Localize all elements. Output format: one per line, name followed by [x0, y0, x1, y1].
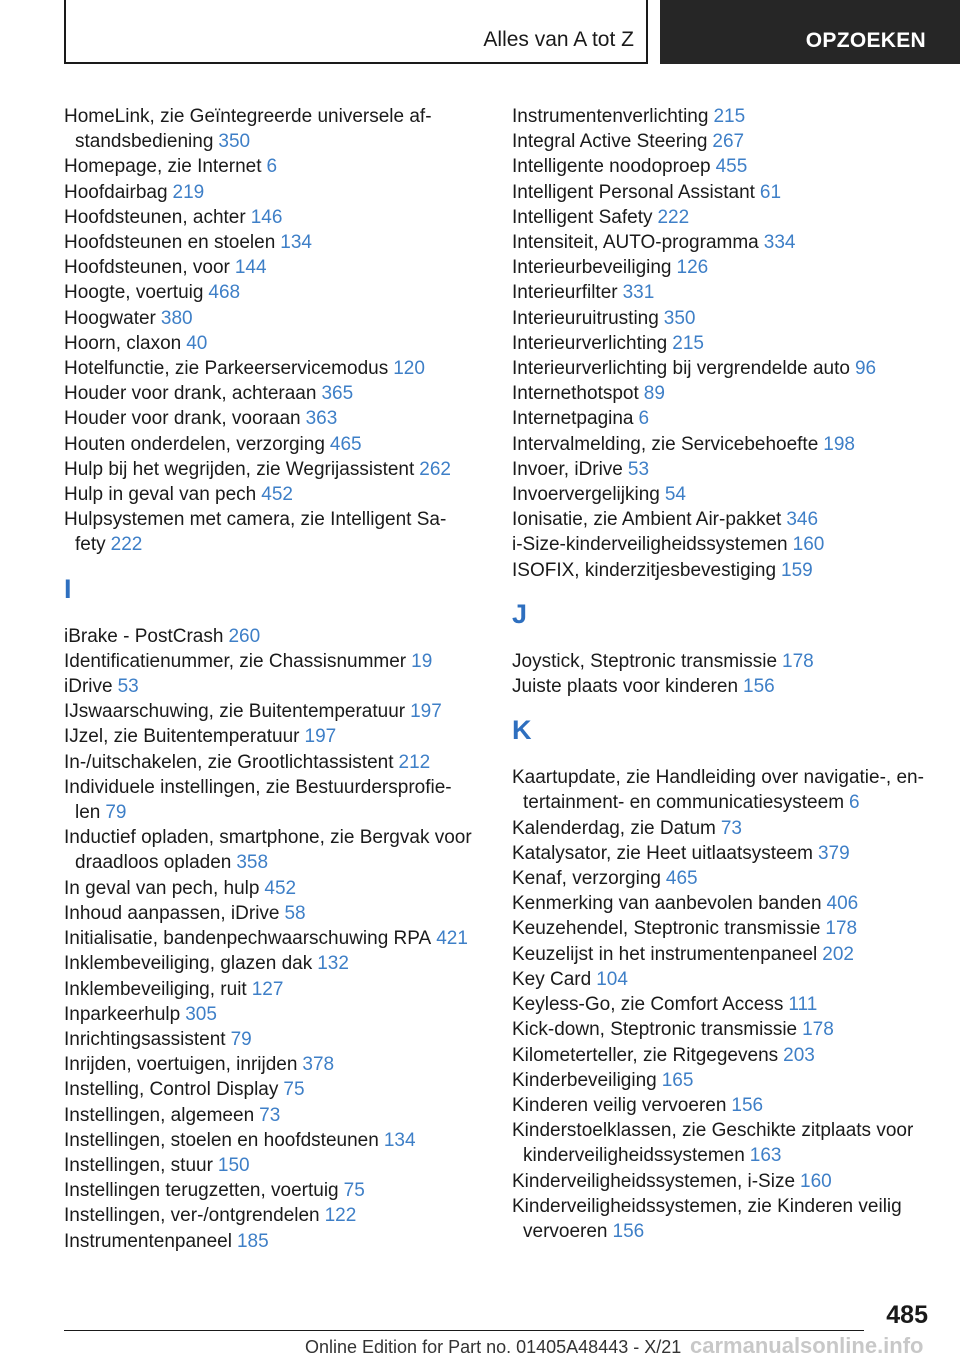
page-reference-link[interactable]: 79 — [230, 1028, 252, 1050]
entry-term: Integral Active Steering — [512, 131, 708, 153]
index-entry — [64, 649, 484, 674]
page-reference-link[interactable]: 156 — [731, 1094, 764, 1116]
entry-term: Kinderveiligheidssystemen, zie Kinderen veilig vervoeren — [512, 1195, 902, 1242]
entry-term: Hulpsystemen met camera, zie Intelligent Safety — [64, 509, 447, 556]
index-entry — [512, 649, 932, 674]
page-reference-link[interactable]: 6 — [849, 792, 860, 814]
page-reference-link[interactable]: 40 — [186, 332, 208, 354]
page-reference-link[interactable]: 203 — [783, 1044, 815, 1066]
index-entry — [512, 1017, 932, 1042]
entry-term: Joystick, Steptronic transmissie — [512, 650, 778, 672]
entry-term: Kenaf, verzorging — [512, 868, 661, 890]
page-reference-link[interactable]: 6 — [638, 408, 650, 430]
index-entry — [512, 507, 932, 532]
entry-term: HomeLink, zie Geïntegreerde universele afstandsbediening — [64, 106, 432, 153]
page-reference-link[interactable]: 198 — [823, 433, 855, 455]
page-reference-link[interactable]: 222 — [110, 534, 143, 556]
page-reference-link[interactable]: 215 — [713, 106, 746, 127]
page-reference-link[interactable]: 146 — [250, 206, 283, 228]
index-entry — [64, 205, 484, 230]
edition-text: Online Edition for Part no. 01405A48443 - X/21 — [305, 1337, 682, 1357]
page-reference-link[interactable]: 260 — [228, 625, 261, 647]
entry-term: Kenmerking van aanbevolen banden — [512, 893, 822, 915]
index-entry — [64, 230, 484, 255]
page-reference-link[interactable]: 73 — [259, 1104, 281, 1126]
entry-term: iBrake - PostCrash — [64, 625, 224, 647]
entry-term: Intelligent Personal Assistant — [512, 181, 755, 203]
entry-term: IJswaarschuwing, zie Buitentemperatuur — [64, 701, 406, 723]
page-reference-link[interactable]: 219 — [172, 181, 205, 203]
opzoeken-tab[interactable] — [660, 0, 960, 64]
entry-term: Kalenderdag, zie Datum — [512, 817, 716, 839]
entry-term: Key Card — [512, 968, 592, 990]
section-letter: J — [512, 598, 528, 629]
page-reference-link[interactable]: 212 — [398, 751, 431, 773]
index-entry — [512, 765, 932, 815]
index-entry — [64, 1178, 484, 1203]
entry-term: Houten onderdelen, verzorging — [64, 433, 325, 455]
index-entry — [512, 1118, 932, 1168]
index-entry — [64, 1052, 484, 1077]
index-entry — [512, 816, 932, 841]
entry-term: i-Size-kinderveiligheidssystemen — [512, 534, 788, 556]
page-reference-link[interactable]: 75 — [283, 1079, 305, 1101]
index-entry — [64, 1002, 484, 1027]
entry-term: Instellingen, stoelen en hoofdsteunen — [64, 1129, 379, 1151]
page-reference-link[interactable]: 365 — [321, 383, 354, 405]
index-entry — [64, 432, 484, 457]
index-entry — [64, 1027, 484, 1052]
entry-term: Instelling, Control Display — [64, 1079, 279, 1101]
index-entry — [512, 1194, 932, 1244]
index-entry — [512, 205, 932, 230]
index-entry — [512, 1169, 932, 1194]
entry-term: Hoogte, voertuig — [64, 282, 204, 304]
index-entry — [512, 280, 932, 305]
page-reference-link[interactable]: 79 — [105, 802, 127, 824]
index-entry — [64, 255, 484, 280]
header-frame — [64, 0, 648, 64]
page-reference-link[interactable]: 178 — [802, 1019, 834, 1041]
entry-term: Ionisatie, zie Ambient Air-pakket — [512, 509, 782, 531]
entry-term: In geval van pech, hulp — [64, 877, 260, 899]
entry-term: ISOFIX, kinderzitjesbevestiging — [512, 559, 777, 581]
page-reference-link[interactable]: 134 — [383, 1129, 416, 1151]
index-entry — [64, 876, 484, 901]
page-reference-link[interactable]: 202 — [822, 943, 854, 965]
page-reference-link[interactable]: 421 — [436, 928, 468, 950]
page-reference-link[interactable]: 53 — [627, 458, 650, 480]
page-reference-link[interactable]: 452 — [264, 877, 297, 899]
page-reference-link[interactable]: 156 — [743, 676, 775, 698]
index-entry — [64, 1203, 484, 1228]
entry-term: Intelligent Safety — [512, 206, 653, 228]
entry-term: Homepage, zie Internet — [64, 156, 262, 178]
entry-term: Inklembeveiliging, glazen dak — [64, 953, 313, 975]
entry-term: Kinderen veilig vervoeren — [512, 1094, 727, 1116]
index-entry — [64, 507, 484, 557]
index-entry — [64, 951, 484, 976]
page-reference-link[interactable]: 150 — [217, 1154, 250, 1176]
watermark-text: carmanualsonline.info — [690, 1333, 924, 1358]
entry-term: Inklembeveiliging, ruit — [64, 978, 247, 1000]
entry-term: Kinderbeveiliging — [512, 1069, 657, 1091]
page-reference-link[interactable]: 134 — [280, 232, 312, 254]
index-entry — [512, 866, 932, 891]
entry-term: Hoofdairbag — [64, 181, 168, 203]
entry-term: Invoer, iDrive — [512, 458, 623, 480]
index-entry — [64, 624, 484, 649]
page-reference-link[interactable]: 334 — [763, 232, 796, 254]
page-reference-link[interactable]: 54 — [664, 484, 686, 506]
entry-term: Inparkeerhulp — [64, 1003, 181, 1025]
index-entry — [512, 104, 932, 129]
page-reference-link[interactable]: 363 — [305, 408, 338, 430]
page-reference-link[interactable]: 465 — [329, 433, 362, 455]
index-entry — [512, 356, 932, 381]
entry-term: Interieurbeveiliging — [512, 257, 672, 279]
index-entry — [512, 331, 932, 356]
index-entry — [512, 230, 932, 255]
page-reference-link[interactable]: 468 — [208, 282, 241, 304]
index-entry — [512, 255, 932, 280]
page-reference-link[interactable]: 58 — [284, 902, 306, 924]
entry-term: Keyless-Go, zie Comfort Access — [512, 994, 784, 1016]
index-entry — [512, 482, 932, 507]
entry-term: Internethotspot — [512, 383, 639, 405]
page-reference-link[interactable]: 132 — [317, 953, 349, 975]
entry-term: Instellingen, algemeen — [64, 1104, 255, 1126]
entry-term: Hoofdsteunen, achter — [64, 206, 246, 228]
index-entry — [64, 1103, 484, 1128]
entry-term: Houder voor drank, vooraan — [64, 408, 301, 430]
index-entry — [512, 1068, 932, 1093]
entry-term: In-/uitschakelen, zie Grootlichtassistent — [64, 751, 394, 773]
index-entry — [512, 841, 932, 866]
entry-term: Katalysator, zie Heet uitlaatsysteem — [512, 842, 813, 864]
index-entry — [64, 926, 484, 951]
index-entry — [512, 891, 932, 916]
entry-term: Individuele instellingen, zie Bestuurdersprofielen — [64, 776, 452, 824]
page-reference-link[interactable]: 144 — [234, 257, 267, 279]
index-entry — [64, 1077, 484, 1102]
index-entry — [512, 1093, 932, 1118]
page-reference-link[interactable]: 178 — [782, 650, 814, 672]
entry-term: Identificatienummer, zie Chassisnummer — [64, 650, 407, 672]
index-entry — [512, 532, 932, 557]
page-reference-link[interactable]: 75 — [343, 1180, 365, 1202]
index-entry — [512, 306, 932, 331]
entry-term: Hulp bij het wegrijden, zie Wegrijassistent — [64, 458, 415, 480]
index-entry — [64, 381, 484, 406]
watermark-logo — [690, 1333, 924, 1359]
entry-term: Inductief opladen, smartphone, zie Bergvak voor draadloos opladen — [64, 827, 472, 874]
page-reference-link[interactable]: 178 — [825, 918, 858, 940]
index-entry — [64, 356, 484, 381]
index-entry — [64, 977, 484, 1002]
page-reference-link[interactable]: 73 — [720, 817, 742, 839]
index-entry — [512, 992, 932, 1017]
section-letter: K — [512, 715, 532, 746]
index-entry — [64, 825, 484, 875]
index-column-left — [64, 104, 484, 1254]
entry-term: Interieuruitrusting — [512, 307, 659, 329]
entry-term: Intelligente noodoproep — [512, 156, 711, 178]
index-entry — [64, 104, 484, 154]
page-reference-link[interactable]: 185 — [236, 1230, 269, 1252]
index-entry — [64, 457, 484, 482]
entry-term: Interieurfilter — [512, 282, 618, 304]
entry-term: Hulp in geval van pech — [64, 484, 257, 506]
index-entry — [64, 750, 484, 775]
page-reference-link[interactable]: 53 — [117, 676, 139, 698]
entry-term: Instellingen, stuur — [64, 1154, 213, 1176]
index-entry — [64, 406, 484, 431]
page-reference-link[interactable]: 6 — [266, 156, 278, 178]
page-reference-link[interactable]: 379 — [817, 842, 850, 864]
index-entry — [512, 129, 932, 154]
page-reference-link[interactable]: 455 — [715, 156, 748, 178]
entry-term: IJzel, zie Buitentemperatuur — [64, 726, 300, 748]
index-entry — [512, 1043, 932, 1068]
page-reference-link[interactable]: 104 — [596, 968, 628, 990]
index-entry — [512, 154, 932, 179]
page-reference-link[interactable]: 89 — [643, 383, 665, 405]
index-entry — [64, 306, 484, 331]
index-entry — [512, 457, 932, 482]
index-entry — [64, 1229, 484, 1254]
entry-term: Invoervergelijking — [512, 484, 660, 506]
entry-term: Initialisatie, bandenpechwaarschuwing RPA — [64, 928, 432, 950]
index-entry — [64, 482, 484, 507]
entry-term: Kaartupdate, zie Handleiding over navigatie-, entertainment- en communicatiesysteem — [512, 767, 924, 814]
index-entry — [512, 432, 932, 457]
section-letter: I — [64, 573, 72, 604]
page-reference-link[interactable]: 111 — [788, 994, 818, 1016]
page-reference-link[interactable]: 406 — [826, 893, 859, 915]
page-reference-link[interactable]: 197 — [410, 701, 442, 723]
index-entry — [512, 967, 932, 992]
page-reference-link[interactable]: 358 — [236, 852, 269, 874]
page-reference-link[interactable]: 222 — [657, 206, 690, 228]
entry-term: Instellingen terugzetten, voertuig — [64, 1180, 339, 1202]
entry-term: Intensiteit, AUTO-programma — [512, 232, 759, 254]
page-reference-link[interactable]: 165 — [661, 1069, 694, 1091]
page-reference-link[interactable]: 465 — [665, 868, 698, 890]
entry-term: Keuzehendel, Steptronic transmissie — [512, 918, 821, 940]
index-entry — [64, 724, 484, 749]
page-reference-link[interactable]: 262 — [419, 458, 451, 480]
page-reference-link[interactable]: 61 — [759, 181, 782, 203]
page-reference-link[interactable]: 126 — [676, 257, 709, 279]
page-reference-link[interactable]: 160 — [792, 534, 825, 556]
page-reference-link[interactable]: 350 — [218, 131, 251, 153]
entry-term: Interieurverlichting bij vergrendelde auto — [512, 358, 850, 380]
page-reference-link[interactable]: 215 — [672, 332, 704, 354]
entry-term: Kinderstoelklassen, zie Geschikte zitplaats voor kinderveiligheidssystemen — [512, 1120, 914, 1167]
index-column-right — [512, 104, 932, 1244]
index-entry — [512, 180, 932, 205]
entry-term: Internetpagina — [512, 408, 634, 430]
page-reference-link[interactable]: 346 — [786, 509, 819, 531]
index-entry — [64, 154, 484, 179]
entry-term: Hoogwater — [64, 307, 156, 329]
index-entry — [64, 674, 484, 699]
entry-term: Intervalmelding, zie Servicebehoefte — [512, 433, 819, 455]
page-reference-link[interactable]: 127 — [251, 978, 284, 1000]
entry-term: Houder voor drank, achteraan — [64, 383, 317, 405]
entry-term: Instellingen, ver-/ontgrendelen — [64, 1205, 320, 1227]
index-entry — [512, 381, 932, 406]
index-entry — [64, 901, 484, 926]
index-entry — [512, 916, 932, 941]
entry-term: Kinderveiligheidssystemen, i-Size — [512, 1170, 796, 1192]
page-reference-link[interactable]: 350 — [663, 307, 696, 329]
entry-term: Interieurverlichting — [512, 332, 668, 354]
page-reference-link[interactable]: 159 — [781, 559, 813, 581]
page-reference-link[interactable]: 378 — [302, 1054, 335, 1076]
entry-term: Hoorn, claxon — [64, 332, 182, 354]
entry-term: Hoofdsteunen, voor — [64, 257, 230, 279]
page-number: 485 — [886, 1301, 928, 1329]
index-entry — [512, 558, 932, 583]
page-reference-link[interactable]: 122 — [324, 1205, 357, 1227]
entry-term: Juiste plaats voor kinderen — [512, 676, 739, 698]
entry-term: Keuzelijst in het instrumentenpaneel — [512, 943, 818, 965]
entry-term: Hotelfunctie, zie Parkeerservicemodus — [64, 358, 389, 380]
entry-term: Instrumentenpaneel — [64, 1230, 232, 1252]
index-entry — [512, 942, 932, 967]
entry-term: Inhoud aanpassen, iDrive — [64, 902, 280, 924]
entry-term: iDrive — [64, 676, 113, 698]
index-entry — [64, 280, 484, 305]
page-reference-link[interactable]: 160 — [800, 1170, 832, 1192]
footer-divider — [64, 1330, 864, 1331]
entry-term: Hoofdsteunen en stoelen — [64, 232, 276, 254]
tab-label: OPZOEKEN — [805, 29, 926, 52]
page-reference-link[interactable]: 120 — [393, 358, 425, 380]
page-reference-link[interactable]: 156 — [612, 1220, 645, 1242]
section-title: Alles van A tot Z — [483, 28, 634, 51]
index-entry — [64, 331, 484, 356]
index-entry — [64, 775, 484, 825]
page-reference-link[interactable]: 163 — [749, 1145, 782, 1167]
page-reference-link[interactable]: 96 — [854, 358, 877, 380]
index-entry — [64, 1153, 484, 1178]
entry-term: Kilometerteller, zie Ritgegevens — [512, 1044, 779, 1066]
page-reference-link[interactable]: 331 — [622, 282, 655, 304]
index-entry — [512, 406, 932, 431]
index-entry — [64, 1128, 484, 1153]
index-entry — [64, 180, 484, 205]
entry-term: Instrumentenverlichting — [512, 106, 709, 127]
page-reference-link[interactable]: 197 — [304, 726, 337, 748]
page-reference-link[interactable]: 380 — [160, 307, 193, 329]
page-reference-link[interactable]: 267 — [712, 131, 745, 153]
index-entry — [512, 674, 932, 699]
entry-term: Inrijden, voertuigen, inrijden — [64, 1054, 298, 1076]
page-reference-link[interactable]: 305 — [185, 1003, 217, 1025]
index-entry — [64, 699, 484, 724]
entry-term: Inrichtingsassistent — [64, 1028, 226, 1050]
entry-term: Kick-down, Steptronic transmissie — [512, 1019, 798, 1041]
page-reference-link[interactable]: 452 — [261, 484, 293, 506]
page-reference-link[interactable]: 19 — [411, 650, 433, 672]
